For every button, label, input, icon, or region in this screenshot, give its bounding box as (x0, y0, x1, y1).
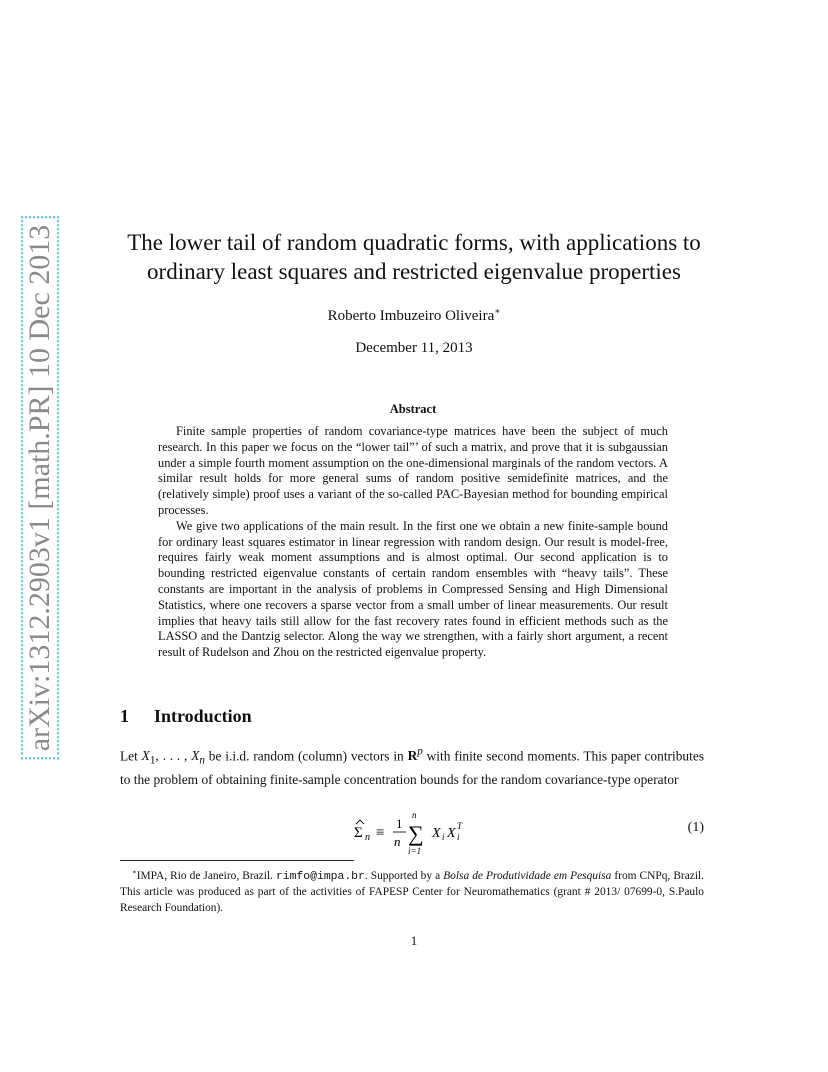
abstract-paragraph-1: Finite sample properties of random covariance-type matrices have been the subject of much research. In this paper we focus on the “lower tail”’ of such a matrix, and prove that it is subgaussian under a simple fourth moment assumption on the one-dimensional marginals of the random vectors. A similar result holds for more general sums of random positive semidefinite matrices, and the (relatively simple) proof uses a variant of the so-called PAC-Bayesian method for bounding empirical processes. (158, 424, 668, 517)
paper-date: December 11, 2013 (355, 340, 473, 356)
title-line-2: ordinary least squares and restricted eigenvalue properties (147, 259, 681, 284)
equation-number: (1) (687, 820, 704, 835)
abstract-heading: Abstract (389, 402, 437, 416)
footnote-rule (120, 860, 354, 861)
svg-text:i: i (442, 832, 445, 842)
intro-text-2: be i.i.d. random (column) vectors in (204, 748, 408, 764)
abstract (158, 424, 668, 661)
equation-formula (346, 808, 546, 858)
svg-text:T: T (457, 821, 463, 831)
intro-text-1: Let (120, 748, 142, 764)
author (100, 306, 728, 325)
math-rp: $R^p$ (407, 746, 423, 764)
svg-text:Σ: Σ (354, 825, 363, 841)
intro-text-3: with finite second moments. This paper contributes to the problem of obtaining finite-sample concentration bounds for the random covariance-type operator (120, 748, 704, 787)
abstract-paragraph-2: We give two applications of the main result. In the first one we obtain a new finite-sample bound for ordinary least squares estimator in linear regression with random design. Our result is model-free, requires fairly weak moment assumptions and is almost optimal. Our second application is to bounding restricted eigenvalue constants of certain random ensembles with “heavy tails”. These constants are important in the analysis of problems in Compressed Sensing and High Dimensional Statistics, where one recovers a sparse vector from a small umber of linear measurements. Our result implies that heavy tails still allow for the fast recovery rates found in efficient methods such as the LASSO and the Dantzig selector. Along the way we strengthen, with a fairly short argument, a recent result of Rudelson and Zhou on the restricted eigenvalue property. (158, 518, 668, 660)
author-name: Roberto Imbuzeiro Oliveira (327, 308, 495, 324)
svg-text:n: n (412, 810, 417, 820)
svg-text:∑: ∑ (408, 821, 424, 846)
title-line-1: The lower tail of random quadratic forms, with applications to (127, 230, 701, 255)
section-number: 1 (120, 706, 129, 726)
footnote-email-link[interactable]: rimfo@impa.br (275, 870, 365, 883)
footnote-grant-name: Bolsa de Produtividade em Pesquisa (443, 869, 612, 882)
footnote-mark: ∗ (132, 868, 137, 876)
section-heading (120, 706, 252, 727)
footnote-text-2: . Supported by a (364, 869, 444, 882)
svg-text:n: n (394, 834, 401, 849)
svg-text:X: X (447, 826, 456, 841)
svg-text:i: i (457, 832, 460, 842)
intro-paragraph (120, 744, 704, 788)
svg-text:i=1: i=1 (408, 846, 422, 856)
equation-1 (120, 808, 704, 856)
section-title: Introduction (154, 706, 252, 726)
svg-text:1: 1 (396, 816, 403, 831)
footnote (120, 865, 704, 916)
math-vectors: $X_1$, . . . , $X_n$ (141, 748, 205, 768)
arxiv-stamp: arXiv:1312.2903v1 [math.PR] 10 Dec 2013 (21, 217, 59, 760)
paper-title (100, 228, 728, 286)
svg-text:n: n (365, 832, 370, 843)
author-footnote-mark[interactable]: ∗ (494, 306, 501, 316)
svg-text:≡: ≡ (376, 825, 385, 841)
svg-text:X: X (432, 826, 441, 841)
footnote-text-1: IMPA, Rio de Janeiro, Brazil. (136, 869, 276, 882)
footnote-text-3: from CNPq, Brazil. This article was produced as part of the activities of FAPESP Center for Neuromathematics (grant # 2013/ 07699-0, S.Paulo Research Foundation). (120, 869, 704, 914)
page-number: 1 (410, 933, 418, 948)
